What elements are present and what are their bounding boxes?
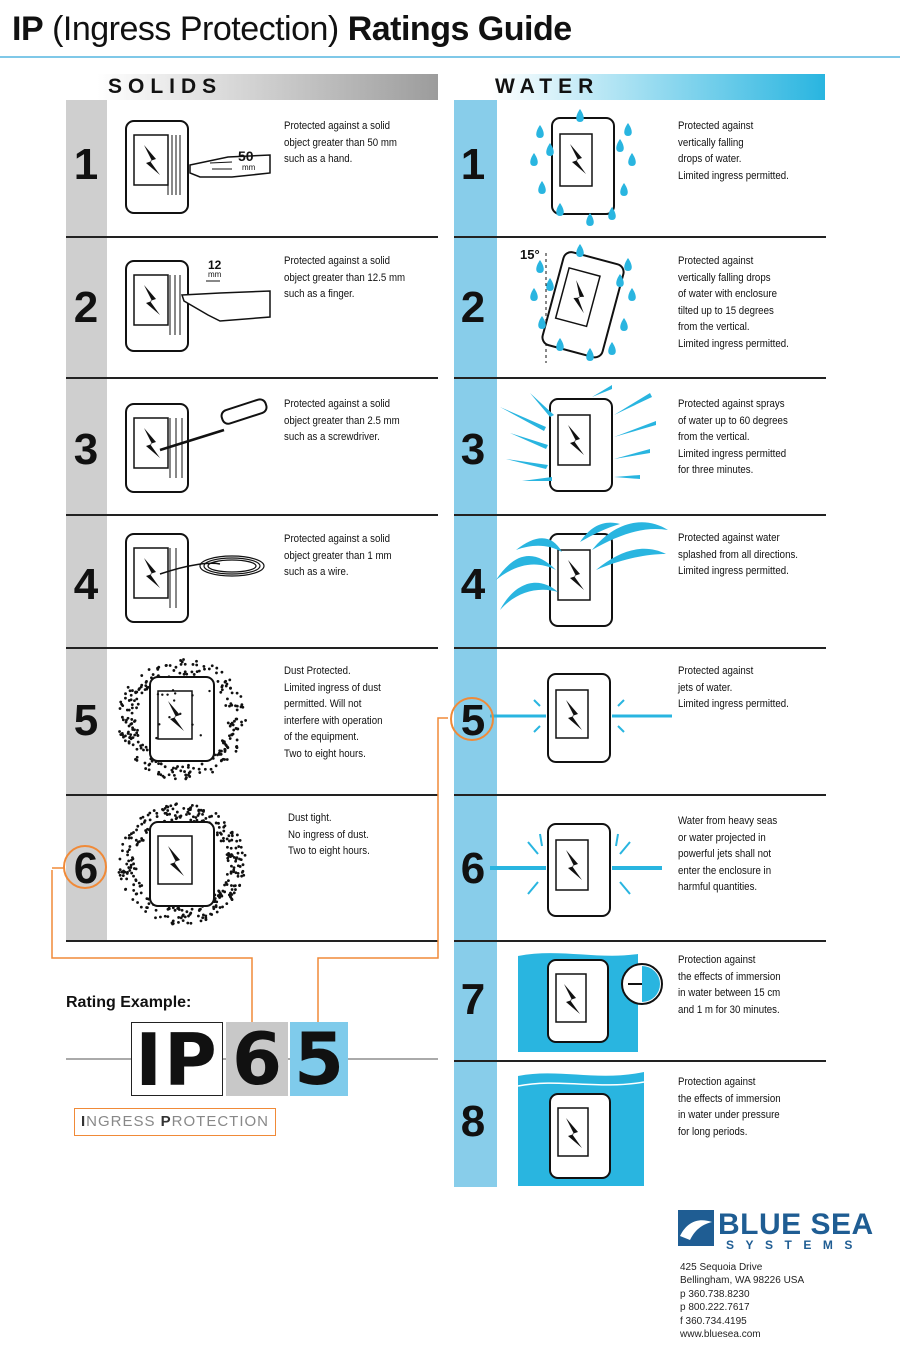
water-8-description: Protection against the effects of immersion in water under pressure for long periods.: [678, 1076, 781, 1138]
water-6-number: 6: [460, 844, 486, 893]
solids-6-number: 6: [73, 844, 99, 893]
water-8-number: 8: [460, 1097, 486, 1146]
water-2-number: 2: [460, 283, 486, 332]
water-3-number: 3: [460, 425, 486, 474]
solids-5-description: Dust Protected. Limited ingress of dust permitted. Will not interfere with operation of the equipment. Two to eight hours.: [284, 665, 383, 760]
water-4-description: Protected against water splashed from all directions. Limited ingress permitted.: [678, 532, 798, 577]
solids-6-description: Dust tight. No ingress of dust. Two to eight hours.: [288, 812, 370, 857]
solids-heading: SOLIDS: [68, 74, 438, 100]
solids-6-highlight-circle: [63, 845, 107, 889]
water-7-description: Protection against the effects of immersion in water between 15 cm and 1 m for 30 minutes.: [678, 954, 781, 1016]
solids-4-description: Protected against a solid object greater than 1 mm such as a wire.: [284, 533, 392, 578]
water-5-highlight-circle: [450, 697, 494, 741]
ip-water-digit: 5: [290, 1022, 348, 1096]
water-5-number: 5: [460, 696, 486, 745]
solids-1-description: Protected against a solid object greater than 50 mm such as a hand.: [284, 120, 397, 165]
company-address: 425 Sequoia Drive Bellingham, WA 98226 USA p 360.738.8230 p 800.222.7617 f 360.734.4195 www.bluesea.com: [680, 1262, 805, 1341]
solids-3-description: Protected against a solid object greater than 2.5 mm such as a screwdriver.: [284, 398, 400, 443]
hand-size-label: 50: [238, 148, 254, 164]
solids-1-number: 1: [73, 140, 99, 189]
solids-2-number: 2: [73, 283, 99, 332]
tilt-angle-label: 15°: [520, 247, 540, 262]
water-5-description: Protected against jets of water. Limited ingress permitted.: [678, 665, 789, 710]
rating-example-label: Rating Example:: [66, 994, 192, 1011]
water-3-description: Protected against sprays of water up to 60 degrees from the vertical. Limited ingress permitted for three minutes.: [678, 398, 788, 476]
page-title: IP (Ingress Protection) Ratings Guide: [12, 10, 572, 48]
ip-solid-digit: 6: [226, 1022, 288, 1096]
company-subname: SYSTEMS: [726, 1238, 864, 1252]
ingress-protection-caption: INGRESS PROTECTION: [74, 1108, 276, 1136]
finger-size-unit: mm: [208, 270, 222, 279]
solids-3-number: 3: [73, 425, 99, 474]
water-2-description: Protected against vertically falling drops of water with enclosure tilted up to 15 degrees from the vertical. Limited ingress permitted.: [678, 255, 789, 350]
company-name: BLUE SEA: [718, 1208, 874, 1241]
solids-5-number: 5: [73, 696, 99, 745]
solids-2-description: Protected against a solid object greater than 12.5 mm such as a finger.: [284, 255, 406, 300]
solids-4-number: 4: [73, 560, 99, 609]
hand-size-unit: mm: [242, 163, 256, 172]
finger-size-label: 12: [208, 258, 222, 272]
water-1-number: 1: [460, 140, 486, 189]
blue-sea-logo-icon: [678, 1210, 714, 1246]
water-4-number: 4: [460, 560, 486, 609]
water-heading: WATER: [455, 74, 825, 100]
water-6-description: Water from heavy seas or water projected in powerful jets shall not enter the enclosure in harmful quantities.: [678, 815, 778, 893]
ip-letters: IP: [131, 1022, 223, 1096]
water-1-description: Protected against vertically falling drops of water. Limited ingress permitted.: [678, 120, 789, 182]
water-7-number: 7: [460, 975, 486, 1024]
